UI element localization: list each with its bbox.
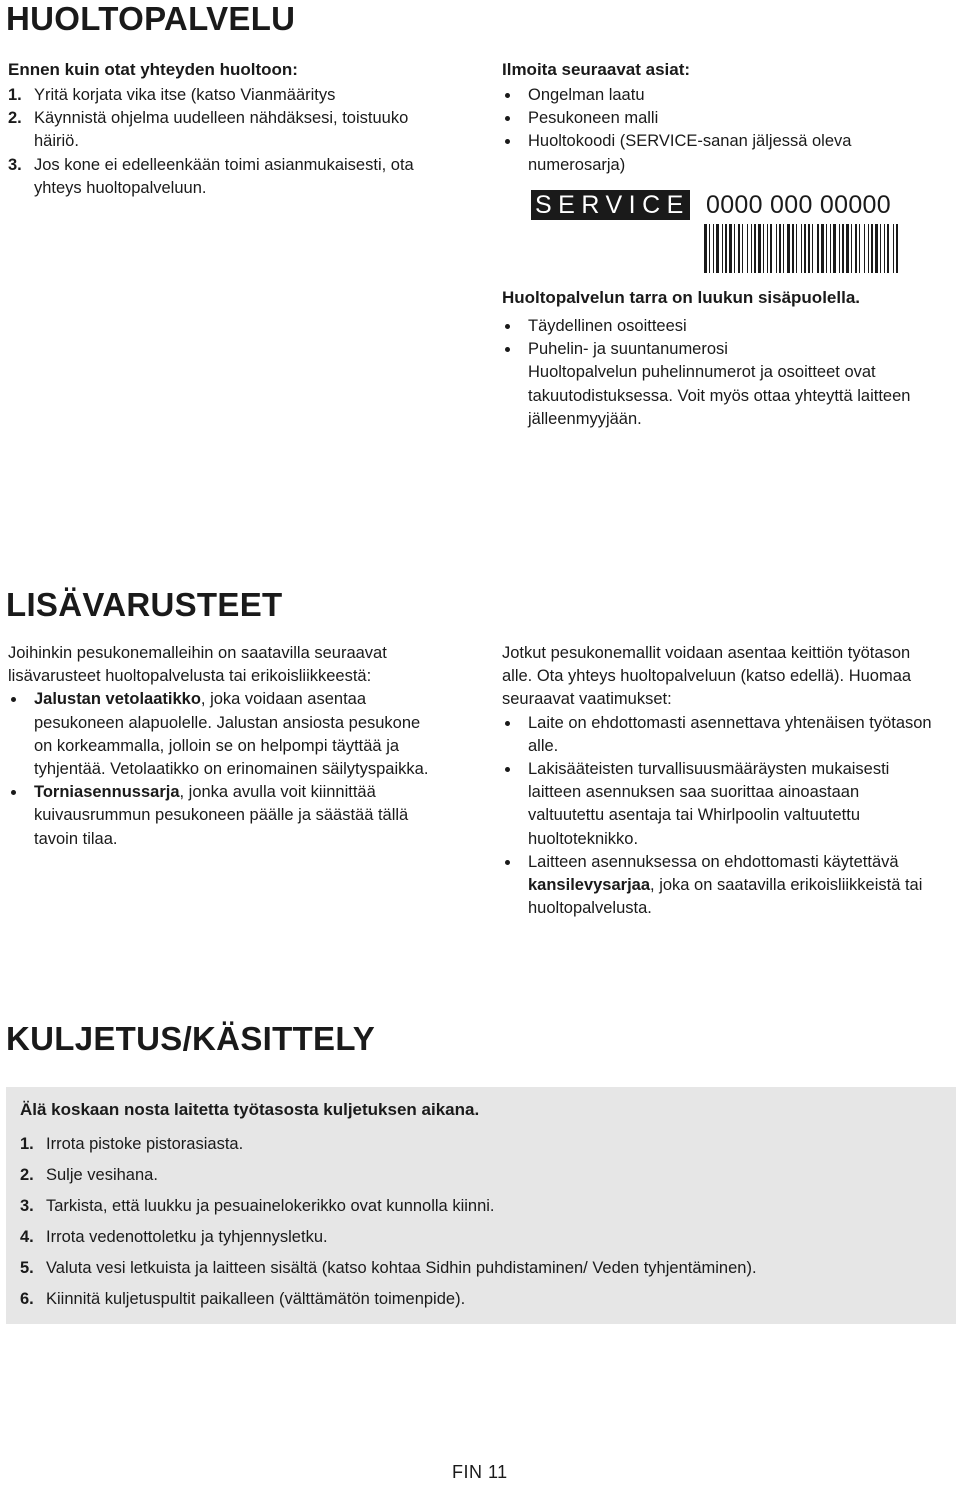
step-item: 1. Yritä korjata vika itse (katso Vianmääritys (8, 86, 336, 104)
page-number: FIN 11 (452, 1462, 508, 1482)
transport-steps (20, 1129, 940, 1315)
step-item: 5. Valuta vesi letkuista ja laitteen sisältä (katso kohtaa Sidhin puhdistaminen/ Veden tyhjentäminen). (20, 1259, 757, 1277)
section-title-huoltopalvelu: HUOLTOPALVELU (6, 0, 296, 37)
list-item: Puhelin- ja suuntanumerosi (502, 338, 942, 361)
report-block (502, 58, 932, 177)
contact-block (502, 286, 942, 431)
sticker-note: Huoltopalvelun tarra on luukun sisäpuolella. (502, 288, 860, 307)
accessories-intro: Joihinkin pesukonemalleihin on saatavilla seuraavat lisävarusteet huoltopalvelusta tai erikoisliikkeestä: (8, 644, 387, 686)
before-contact-heading: Ennen kuin otat yhteyden huoltoon: (8, 60, 298, 79)
list-item: Laite on ehdottomasti asennettava yhtenäisen työtason alle. (502, 712, 932, 758)
step-item: 3. Jos kone ei edelleenkään toimi asianmukaisesti, ota yhteys huoltopalveluun. (8, 155, 414, 197)
step-item: 2. Käynnistä ohjelma uudelleen nähdäksesi, toistuuko häiriö. (8, 109, 409, 151)
list-item: Pesukoneen malli (502, 107, 932, 130)
contact-list (502, 315, 942, 361)
accessories-right-column (502, 642, 932, 920)
contact-note: Huoltopalvelun puhelinnumerot ja osoitteet ovat takuutodistuksessa. Voit myös ottaa yhteyttä laitteen jälleenmyyjään. (528, 363, 911, 428)
accessories-left-column (8, 642, 433, 851)
installation-intro: Jotkut pesukonemallit voidaan asentaa keittiön työtason alle. Ota yhteys huoltopalveluun (katso edellä). Huomaa seuraavat vaatimukset: (502, 644, 912, 709)
list-item: Torniasennussarja, jonka avulla voit kiinnittää kuivausrummun pesukoneen päälle ja säästää tällä tavoin tilaa. (8, 781, 433, 851)
service-number: 0000 000 00000 (706, 191, 891, 219)
list-item: Jalustan vetolaatikko, joka voidaan asentaa pesukoneen alapuolelle. Jalustan ansiosta pesukone on korkeammalla, jolloin se on helpompi täyttää ja tyhjentää. Vetolaatikko on erinomainen säilytyspaikka. (8, 688, 433, 781)
report-list (502, 84, 932, 177)
section-title-kuljetus: KULJETUS/KÄSITTELY (6, 1020, 376, 1057)
before-contact-steps (8, 84, 428, 200)
step-item: 4. Irrota vedenottoletku ja tyhjennysletku. (20, 1228, 328, 1246)
transport-box (6, 1087, 956, 1324)
list-item: Ongelman laatu (502, 84, 932, 107)
list-item: Lakisääteisten turvallisuusmääräysten mukaisesti laitteen asennuksen saa suorittaa ainoastaan valtuutettu asentaja tai Whirlpoolin valtuutettu huoltoteknikko. (502, 758, 932, 851)
step-item: 6. Kiinnitä kuljetuspultit paikalleen (välttämätön toimenpide). (20, 1290, 466, 1308)
section-title-lisavarusteet: LISÄVARUSTEET (6, 586, 283, 623)
installation-list (502, 712, 932, 921)
report-heading: Ilmoita seuraavat asiat: (502, 60, 691, 79)
step-item: 1. Irrota pistoke pistorasiasta. (20, 1135, 244, 1153)
list-item: Täydellinen osoitteesi (502, 315, 942, 338)
before-contact-block (8, 58, 428, 200)
barcode-icon (704, 224, 900, 273)
step-item: 2. Sulje vesihana. (20, 1166, 158, 1184)
service-label: SERVICE (531, 190, 690, 220)
transport-warning: Älä koskaan nosta laitetta työtasosta kuljetuksen aikana. (20, 1100, 480, 1119)
list-item: Huoltokoodi (SERVICE-sanan jäljessä oleva numerosarja) (502, 130, 898, 176)
accessories-list (8, 688, 433, 850)
step-item: 3. Tarkista, että luukku ja pesuainelokerikko ovat kunnolla kiinni. (20, 1197, 495, 1215)
list-item: Laitteen asennuksessa on ehdottomasti käytettävä kansilevysarjaa, joka on saatavilla erikoisliikkeistä tai huoltopalvelusta. (502, 851, 932, 921)
